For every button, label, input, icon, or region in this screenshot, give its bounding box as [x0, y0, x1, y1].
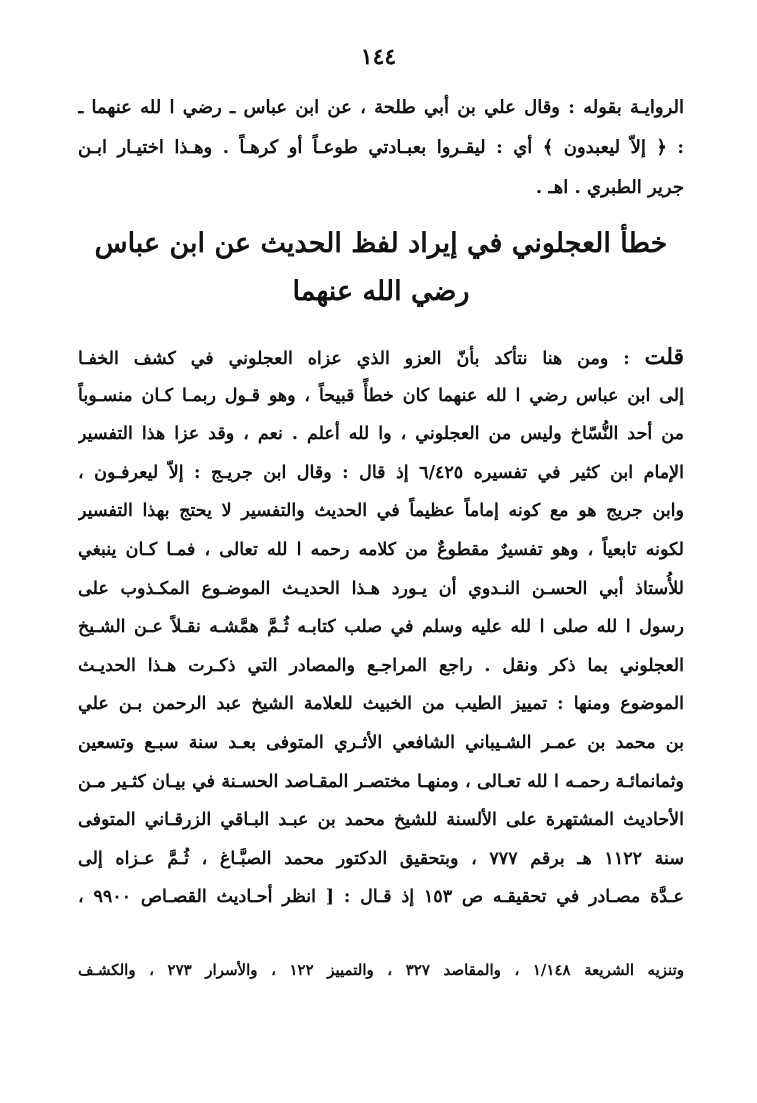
text-line-rest: : ومن هنا نتأكد بأنّ العزو الذي عزاه العجلوني في كشف الخفـا [78, 349, 630, 369]
text-line-small: وتنزيه الشريعة ١/١٤٨ ، والمقاصد ٣٢٧ ، والتمييز ١٢٢ ، والأسرار ٢٧٣ ، والكشـف [78, 961, 684, 979]
top-paragraph [78, 88, 684, 208]
text-line: : ﴿ إلاّ ليعبدون ﴾ أي : ليقـروا بعبـادتي طوعـاً أو كرهـاً . وهـذا اختيـار ابـن [78, 137, 684, 158]
text-line: لكونه تابعياً ، وهو تفسيرٌ مقطوعٌ من كلامه رحمه ا لله تعالى ، فمـا كـان ينبغي [78, 539, 684, 560]
section-heading: خطأ العجلوني في إيراد لفظ الحديث عن ابن عباس [94, 228, 668, 259]
text-line: من أحد النُّسّاخ وليس من العجلوني ، وا لله أعلم . نعم ، وقد عزا هذا التفسير [78, 424, 684, 445]
page-number: ١٤٤ [360, 44, 397, 70]
text-line: عـدَّة مصـادر في تحقيقـه ص ١٥٣ إذ قـال : [ انظر أحـاديث القصـاص ٩٩٠٠ ، [78, 887, 684, 908]
text-line: وثمانمائـة رحمـه ا لله تعـالى ، ومنهـا مختصـر المقـاصد الحسـنة في بيـان كثـير مـن [78, 771, 684, 792]
text-line: الموضوع ومنها : تمييز الطيب من الخبيث للعلامة الشيخ عبد الرحمن بـن علي [78, 694, 684, 715]
section-heading-continued: رضي الله عنهما [292, 276, 470, 307]
text-line: جرير الطبري . اهـ . [535, 177, 684, 198]
lead-word: قلت [644, 344, 684, 370]
text-line: للأُستاذ أبي الحسـن النـدوي أن يـورد هـذا الحديـث الموضـوع المكـذوب على [78, 578, 684, 599]
text-line: العجلوني بما ذكر ونقل . راجع المراجـع والمصادر التي ذكـرت هـذا الحديـث [78, 655, 684, 676]
text-line: الروايـة بقوله : وقال علي بن أبي طلحة ، عن ابن عباس ـ رضي ا لله عنهما ـ [78, 97, 684, 118]
text-line-first [78, 338, 684, 377]
text-line: سنة ١١٢٢ هـ برقم ٧٧٧ ، وبتحقيق الدكتور محمد الصبَّـاغ ، ثُـمَّ عـزاه إلى [78, 848, 684, 869]
text-line: إلى ابن عباس رضي ا لله عنهما كان خطأً قبيحاً ، وهو قـول ربمـا كـان منسـوباً [78, 385, 684, 406]
text-line: الإمام ابن كثير في تفسيره ٦/٤٢٥ إذ قال : وقال ابن جريـج : إلاّ ليعرفـون ، [78, 462, 684, 483]
text-line: وابن جريج هو مع كونه إماماً عظيماً في الحديث والتفسير لا يحتج بهذا التفسير [78, 501, 684, 522]
body-paragraph [78, 338, 684, 917]
text-line: بن محمد بن عمـر الشـيباني الشافعي الأثـري المتوفى بعـد سنة سبـع وتسعين [78, 732, 684, 753]
text-line: الأحاديث المشتهرة على الألسنة للشيخ محمد بن عبـد البـاقي الزرقـاني المتوفى [78, 810, 684, 831]
text-line: رسول ا لله صلى ا لله عليه وسلم في صلب كتابـه ثُـمَّ همَّشـه نقـلاً عـن الشـيخ [78, 617, 684, 638]
